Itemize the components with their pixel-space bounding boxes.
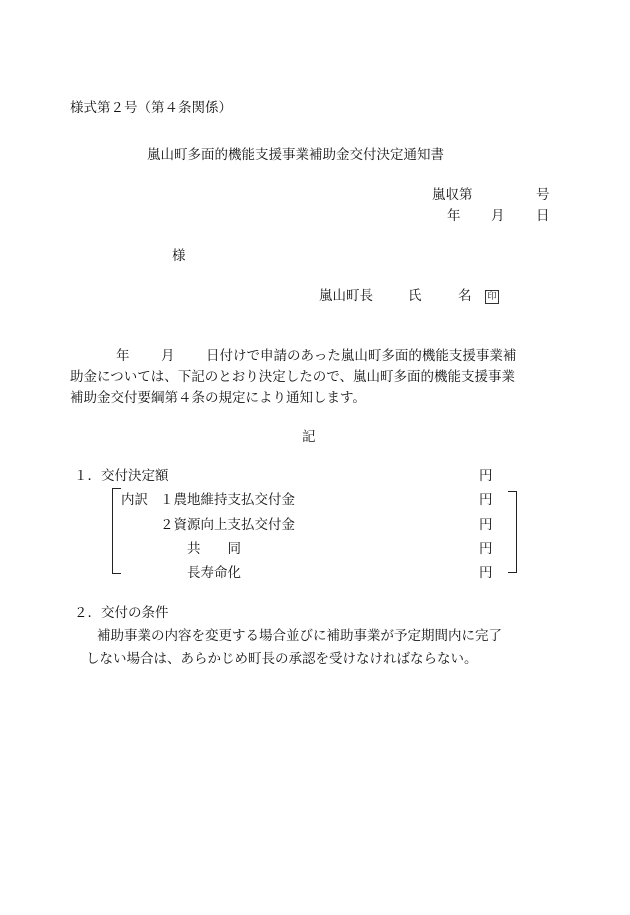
breakdown-item-1-currency: 円 [479, 492, 493, 508]
sender-name-2: 名 [458, 288, 472, 304]
breakdown-left-bracket [112, 488, 121, 574]
breakdown-item-2: ２資源向上支払交付金 [160, 517, 295, 533]
body-year: 年 [116, 348, 130, 364]
form-number: 様式第２号（第４条関係） [70, 100, 232, 116]
section-2-line-2: しない場合は、あらかじめ町長の承認を受けなければならない。 [86, 651, 478, 667]
breakdown-item-3-currency: 円 [479, 541, 493, 557]
body-line-3: 補助金交付要綱第４条の規定により通知します。 [70, 390, 366, 406]
date-day: 日 [536, 208, 550, 224]
ki-heading: 記 [302, 429, 316, 445]
seal-mark [485, 287, 499, 305]
recipient-honorific: 様 [172, 248, 186, 264]
issue-ref-prefix: 嵐収第 [432, 187, 473, 203]
issue-ref-suffix: 号 [536, 187, 550, 203]
body-line-1: 日付けで申請のあった嵐山町多面的機能支援事業補 [206, 348, 517, 364]
breakdown-item-2-currency: 円 [479, 517, 493, 533]
date-year: 年 [447, 208, 461, 224]
document-title: 嵐山町多面的機能支援事業補助金交付決定通知書 [147, 147, 444, 163]
breakdown-right-bracket [508, 491, 517, 573]
sender-name-1: 氏 [408, 288, 422, 304]
section-2-heading: ２．交付の条件 [74, 605, 169, 621]
seal-icon: 印 [485, 290, 499, 304]
section-1-heading: １．交付決定額 [74, 468, 169, 484]
breakdown-item-4-currency: 円 [479, 565, 493, 581]
breakdown-item-4: 長寿命化 [187, 565, 241, 581]
section-2-line-1: 補助事業の内容を変更する場合並びに補助事業が予定期間内に完了 [97, 628, 502, 644]
date-month: 月 [491, 208, 505, 224]
sender-title: 嵐山町長 [319, 288, 373, 304]
breakdown-label: 内訳 [121, 492, 148, 508]
section-1-currency: 円 [479, 468, 493, 484]
body-line-2: 助金については、下記のとおり決定したので、嵐山町多面的機能支援事業 [70, 369, 515, 385]
breakdown-item-3: 共 同 [187, 541, 241, 557]
breakdown-item-1: １農地維持支払交付金 [160, 492, 295, 508]
body-month: 月 [161, 348, 175, 364]
